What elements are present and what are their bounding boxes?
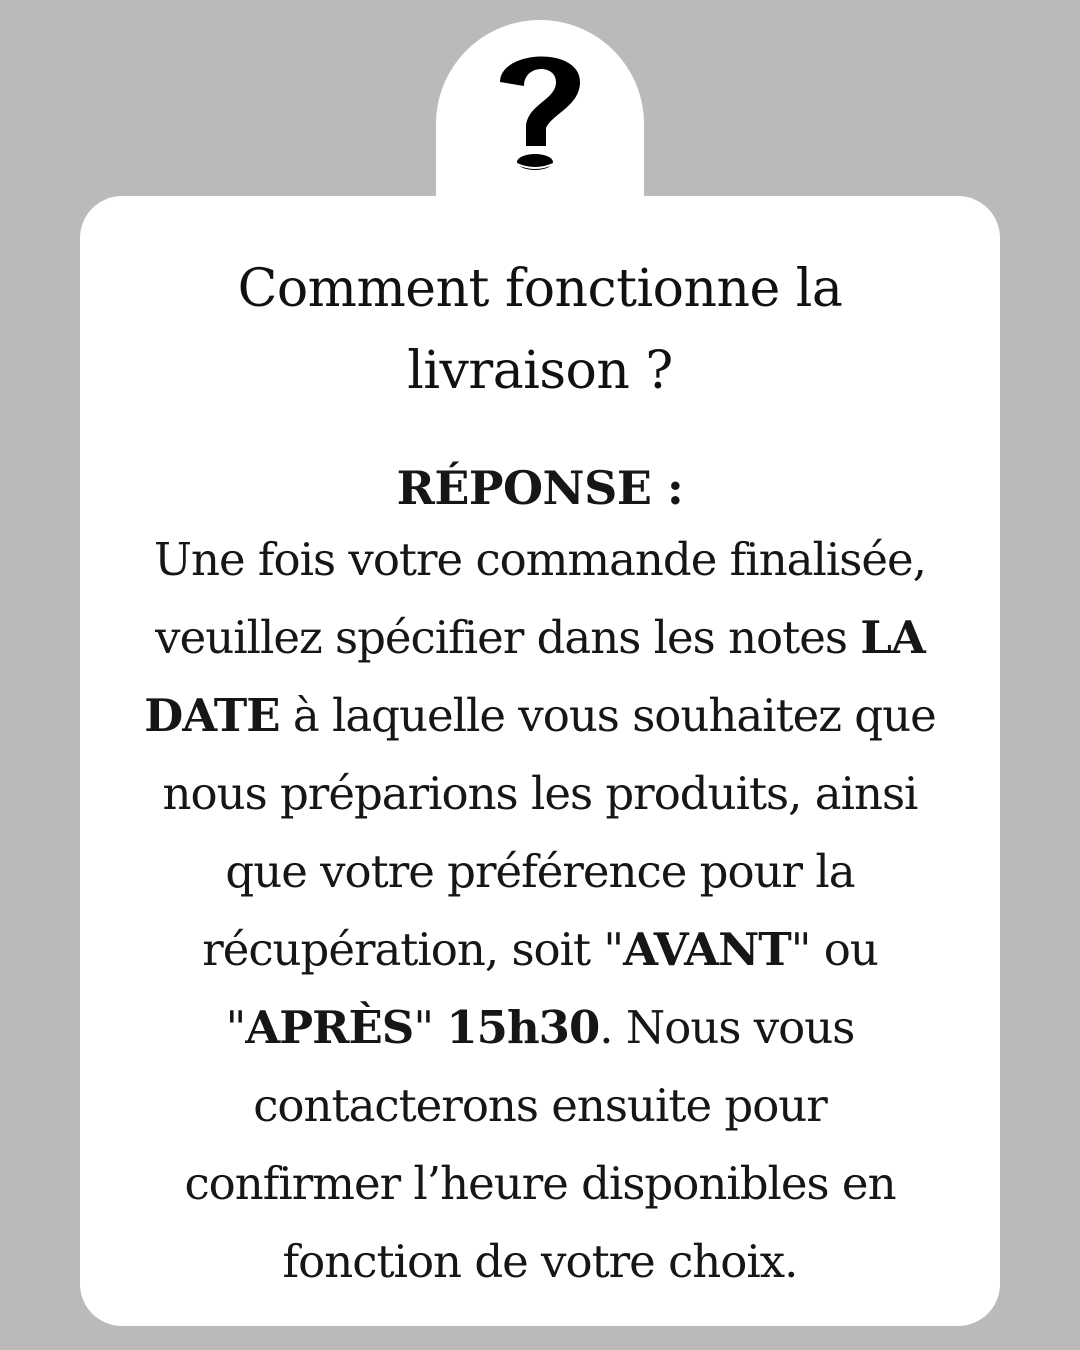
answer-text: récupération, soit "	[202, 923, 624, 976]
question-mark-icon	[490, 38, 590, 178]
answer-text: veuillez spécifier dans les notes	[155, 611, 861, 664]
answer-line-8	[80, 1067, 1000, 1145]
answer-emphasis: 15h30	[446, 1001, 600, 1054]
answer-line-7	[80, 989, 1000, 1067]
answer-text: "	[225, 1001, 246, 1054]
answer-text: " ou	[790, 923, 878, 976]
answer-line-4	[80, 755, 1000, 833]
answer-emphasis: DATE	[144, 689, 280, 742]
answer-text: Une fois votre commande finalisée,	[154, 533, 926, 586]
answer-text: "	[413, 1001, 447, 1054]
answer-text: que votre préférence pour la	[225, 845, 855, 898]
answer-text: nous préparions les produits, ainsi	[162, 767, 918, 820]
answer-body	[80, 521, 1000, 1301]
answer-line-5	[80, 833, 1000, 911]
answer-text: à laquelle vous souhaitez que	[279, 689, 936, 742]
answer-emphasis: APRÈS	[245, 1001, 414, 1054]
answer-line-10	[80, 1223, 1000, 1301]
answer-emphasis: LA	[860, 611, 925, 664]
question-line-2: livraison ?	[407, 341, 673, 401]
faq-question-title	[80, 248, 1000, 412]
question-line-1: Comment fonctionne la	[237, 259, 843, 319]
answer-line-3	[80, 677, 1000, 755]
answer-text: confirmer l’heure disponibles en	[184, 1157, 896, 1210]
answer-line-9	[80, 1145, 1000, 1223]
answer-text: fonction de votre choix.	[282, 1235, 798, 1288]
answer-label: RÉPONSE :	[396, 461, 684, 515]
answer-line-2	[80, 599, 1000, 677]
answer-line-1	[80, 521, 1000, 599]
faq-answer	[80, 455, 1000, 1301]
answer-line-6	[80, 911, 1000, 989]
answer-text: . Nous vous	[599, 1001, 855, 1054]
answer-text: contacterons ensuite pour	[253, 1079, 827, 1132]
answer-emphasis: AVANT	[623, 923, 791, 976]
